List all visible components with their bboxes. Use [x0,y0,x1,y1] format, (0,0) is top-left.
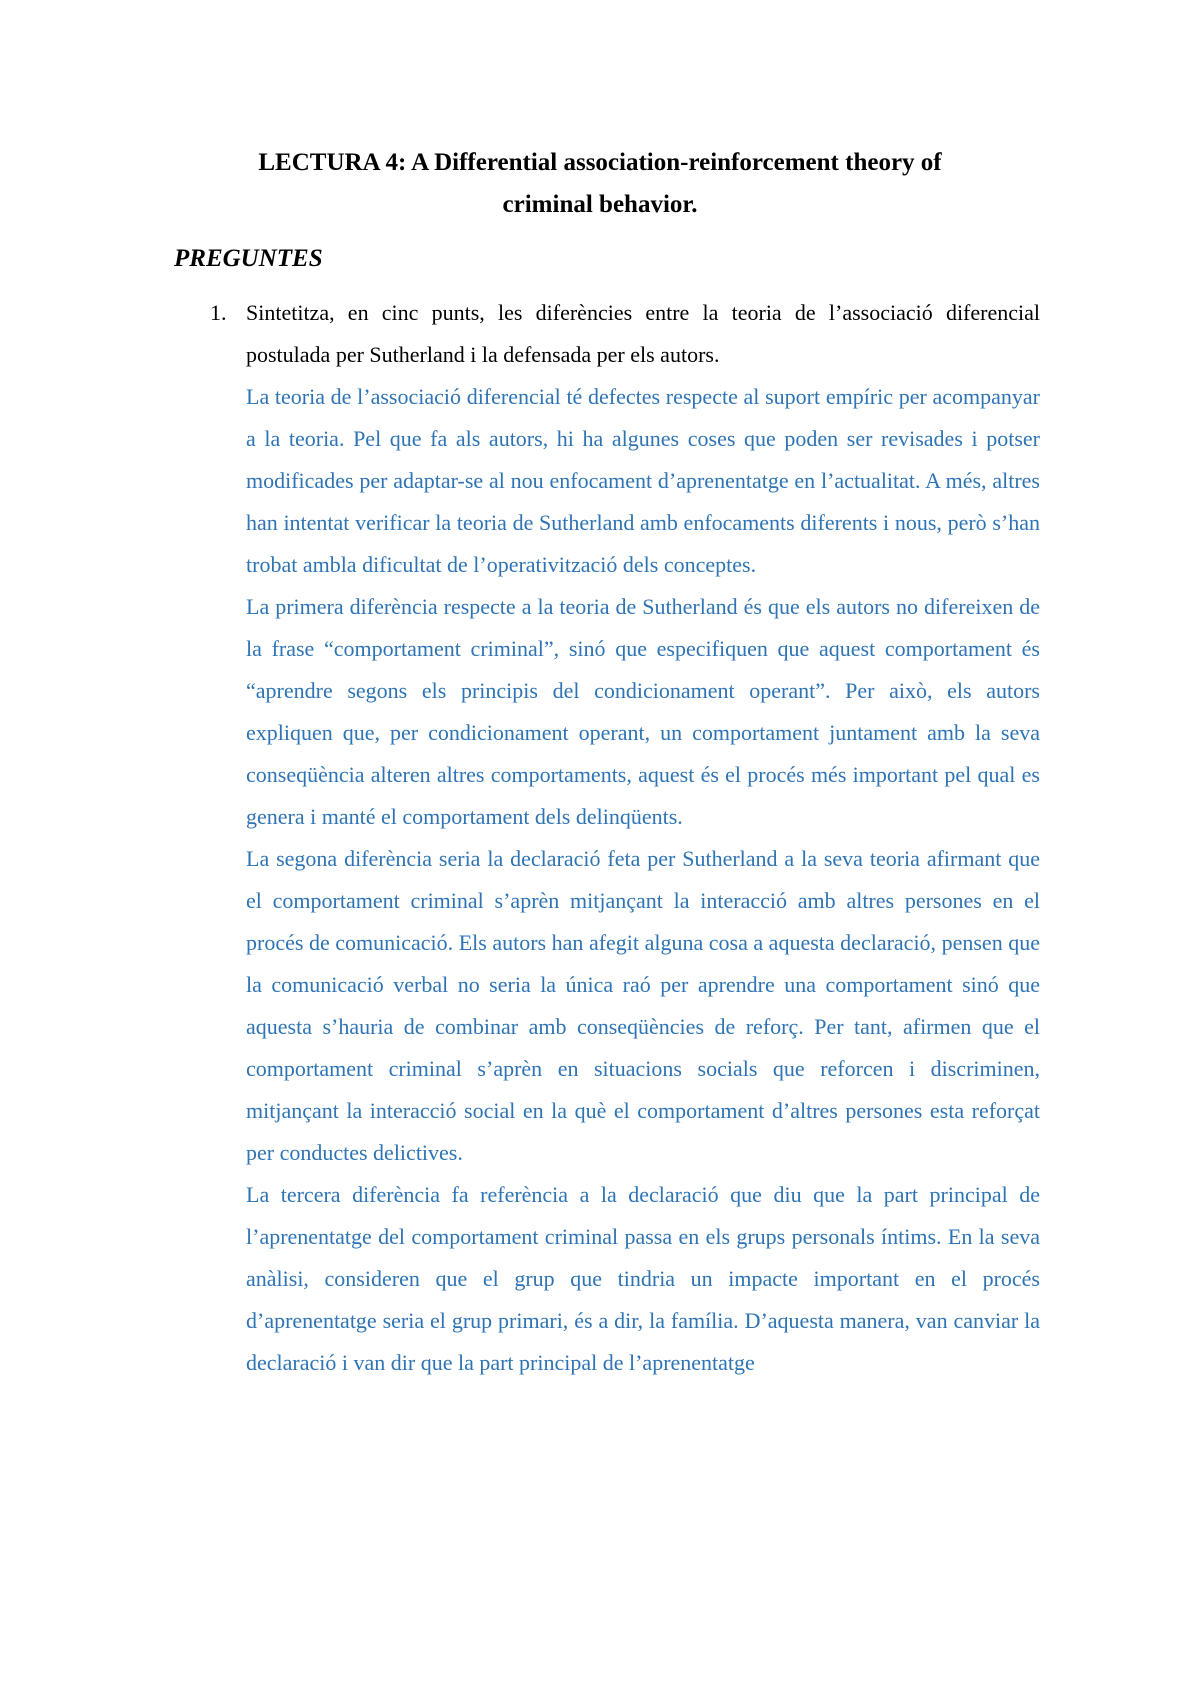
question-item [210,292,1040,376]
answer-paragraph: La primera diferència respecte a la teoria de Sutherland és que els autors no difereixen de la frase “comportament criminal”, sinó que especifiquen que aquest comportament és “aprendre segons els principis del condicionament operant”. Per això, els autors expliquen que, per condicionament operant, un comportament juntament amb la seva conseqüència alteren altres comportaments, aquest és el procés més important pel qual es genera i manté el comportament dels delinqüents. [246,594,1040,829]
answer-paragraph: La teoria de l’associació diferencial té defectes respecte al suport empíric per acompanyar a la teoria. Pel que fa als autors, hi ha algunes coses que poden ser revisades i potser modificades per adaptar-se al nou enfocament d’aprenentatge en l’actualitat. A més, altres han intentat verificar la teoria de Sutherland amb enfocaments diferents i nous, però s’han trobat ambla dificultat de l’operativització dels conceptes. [246,384,1040,577]
section-heading: PREGUNTES [174,245,323,272]
title-line-1: LECTURA 4: A Differential association-reinforcement theory of [258,149,942,176]
title-line-2: criminal behavior. [502,191,698,218]
answer-block [246,376,1040,1384]
question-text: Sintetitza, en cinc punts, les diferències entre la teoria de l’associació diferencial postulada per Sutherland i la defensada per els autors. [246,300,1040,367]
document-title [160,142,1040,226]
answer-paragraph: La segona diferència seria la declaració feta per Sutherland a la seva teoria afirmant que el comportament criminal s’aprèn mitjançant la interacció amb altres persones en el procés de comunicació. Els autors han afegit alguna cosa a aquesta declaració, pensen que la comunicació verbal no seria la única raó per aprendre una comportament sinó que aquesta s’hauria de combinar amb conseqüències de reforç. Per tant, afirmen que el comportament criminal s’aprèn en situacions socials que reforcen i discriminen, mitjançant la interacció social en la què el comportament d’altres persones esta reforçat per conductes delictives. [246,846,1040,1165]
question-number: 1. [210,300,227,325]
answer-paragraph: La tercera diferència fa referència a la declaració que diu que la part principal de l’aprenentatge del comportament criminal passa en els grups personals íntims. En la seva anàlisi, consideren que el grup que tindria un impacte important en el procés d’aprenentatge seria el grup primari, és a dir, la família. D’aquesta manera, van canviar la declaració i van dir que la part principal de l’aprenentatge [246,1182,1040,1375]
